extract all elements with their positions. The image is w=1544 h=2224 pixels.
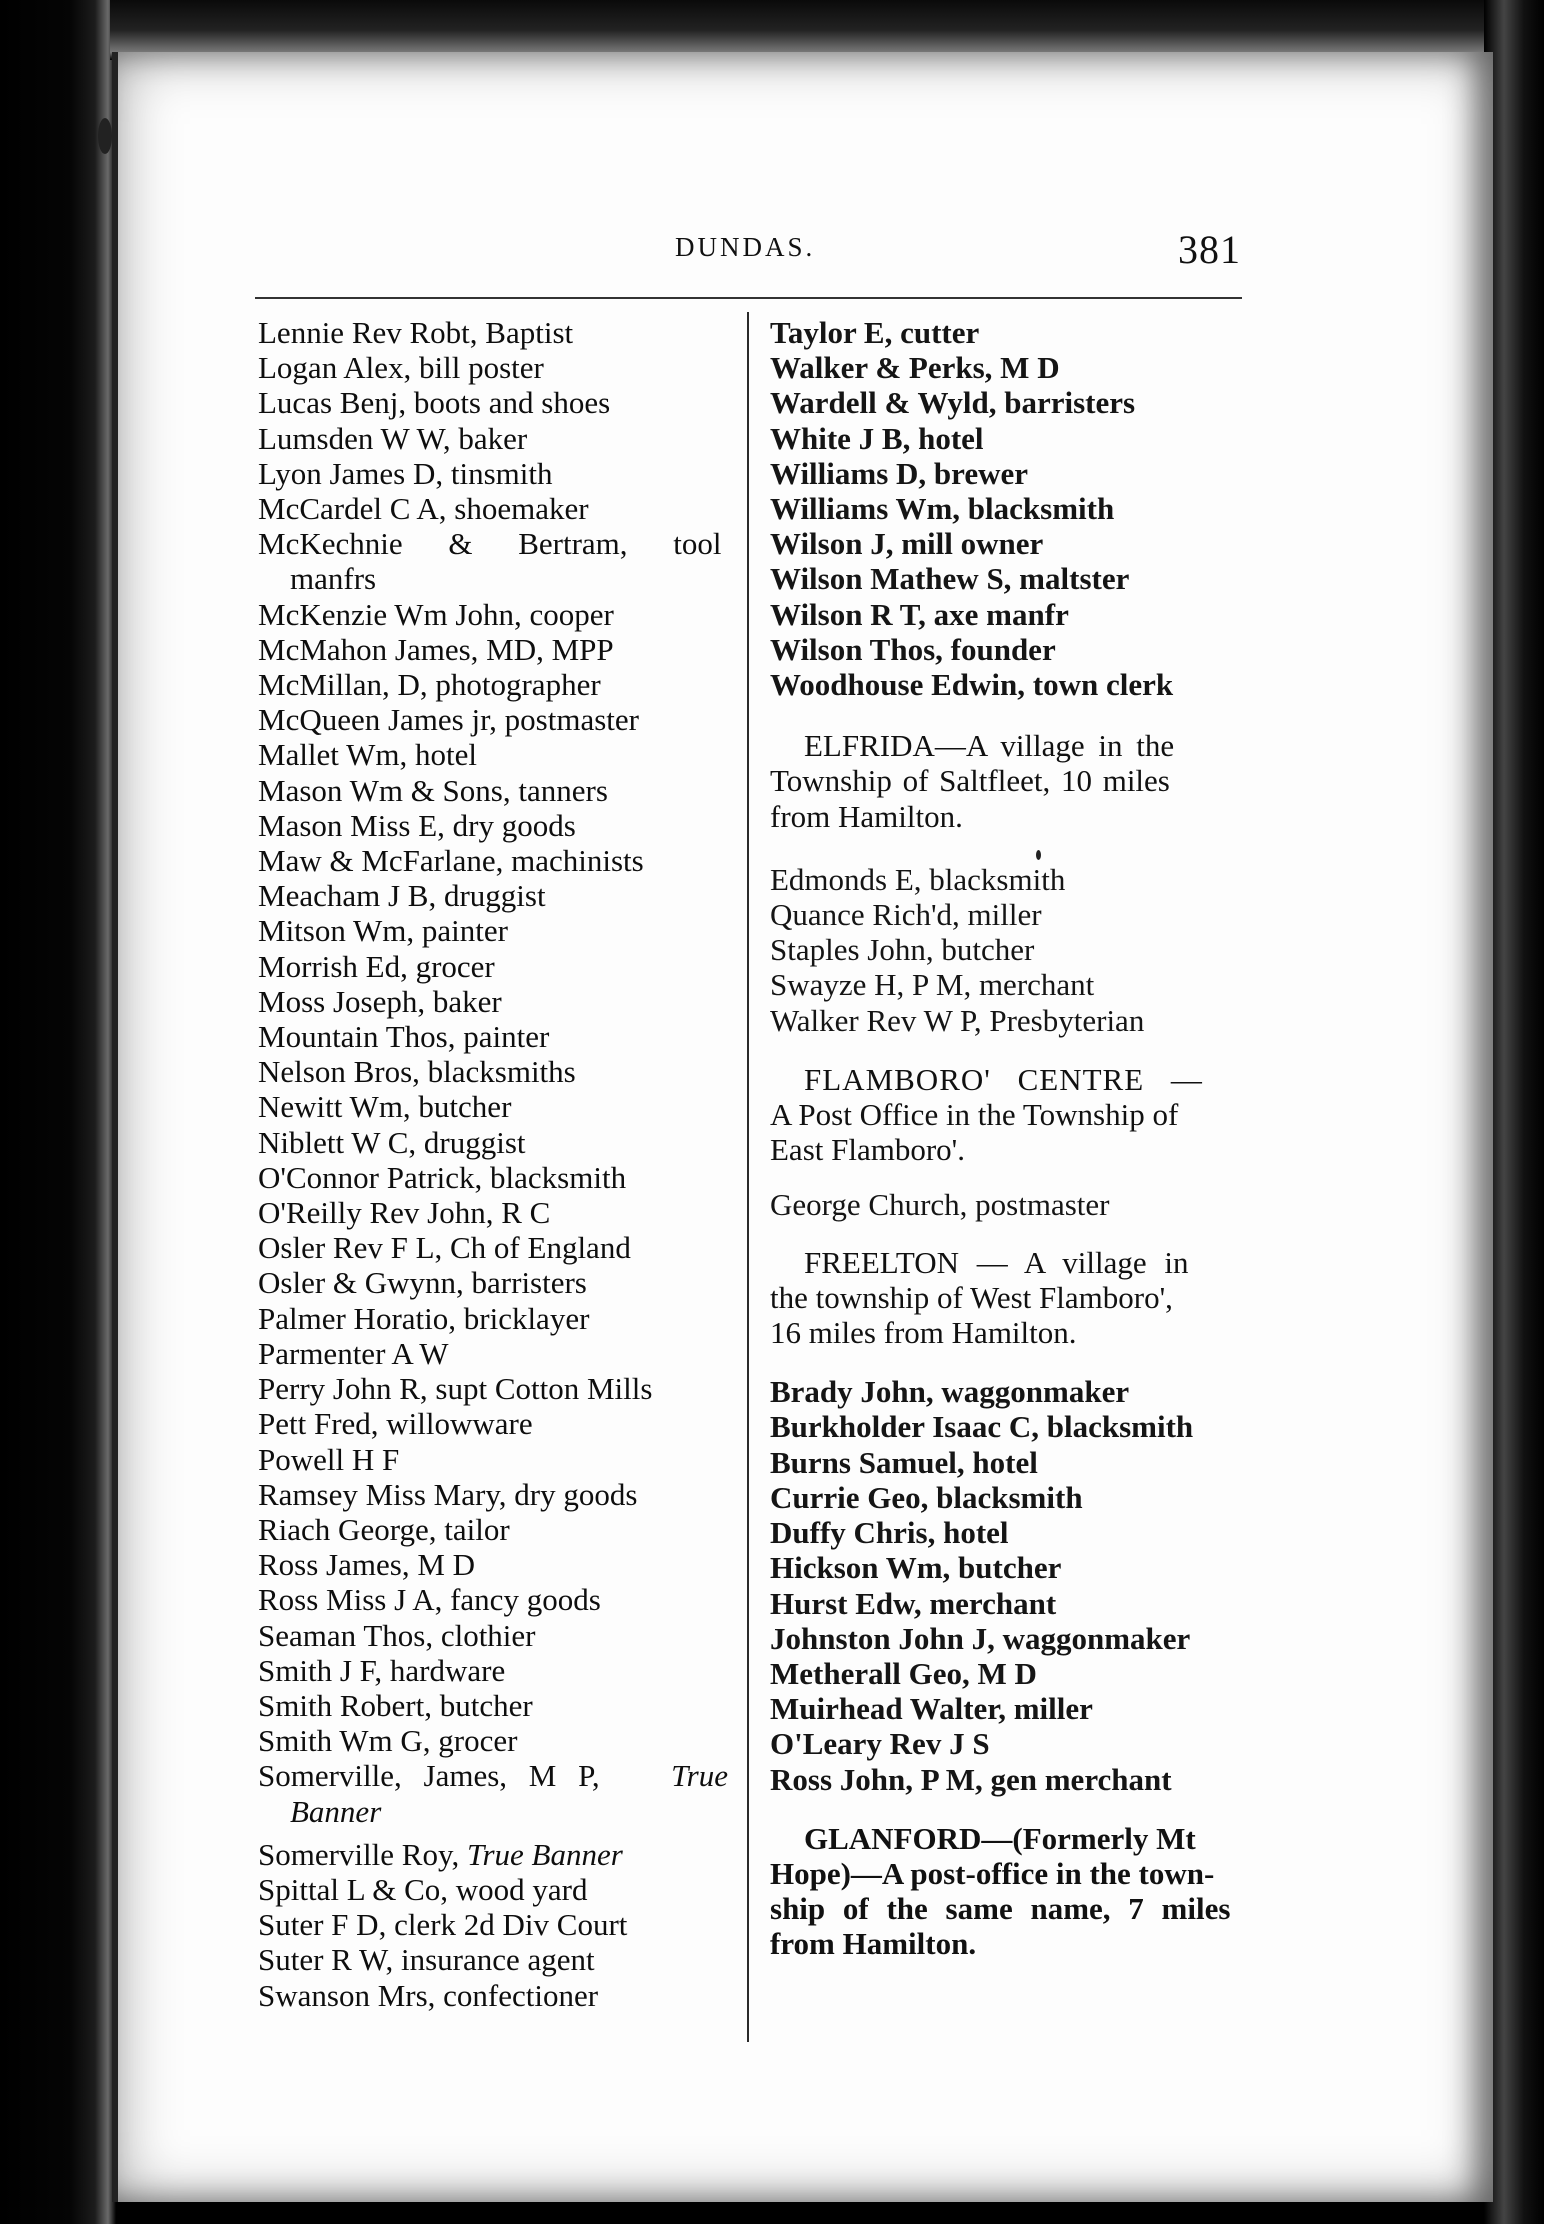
list-item: McCardel C A, shoemaker [258,491,589,527]
list-item: Meacham J B, druggist [258,878,546,914]
list-item: Ross Miss J A, fancy goods [258,1582,601,1618]
spacer [770,1797,1240,1821]
heading-line: A Post Office in the Township of [770,1097,1179,1133]
list-item: Walker & Perks, M D [770,350,1060,386]
section-heading-flamboro [770,1062,1240,1168]
left-column [258,315,728,2013]
list-item: Wilson J, mill owner [770,526,1044,562]
list-item: Moss Joseph, baker [258,983,502,1019]
list-item: McQueen James jr, postmaster [258,702,639,738]
list-item: Mason Wm & Sons, tanners [258,772,608,808]
heading-line: ELFRIDA—A village in the [804,728,1175,764]
list-item: Parmenter A W [258,1335,449,1371]
list-item: Smith Robert, butcher [258,1687,533,1723]
list-item: Seaman Thos, clothier [258,1617,536,1653]
heading-line: from Hamilton. [770,1926,977,1962]
scan-border-right [1484,0,1544,2224]
list-item: Johnston John J, waggonmaker [770,1620,1191,1656]
list-item: Currie Geo, blacksmith [770,1479,1083,1515]
spacer [770,1350,1240,1374]
heading-line: Hope)—A post-office in the town- [770,1855,1215,1891]
list-item: Williams D, brewer [770,455,1029,491]
list-item: Wilson R T, axe manfr [770,596,1069,632]
header-rule [255,297,1242,299]
list-item: Nelson Bros, blacksmiths [258,1054,576,1090]
list-item: Lennie Rev Robt, Baptist [258,315,574,350]
entry-text: Somerville, James, M P, [258,1758,600,1794]
list-item: Edmonds E, blacksmith [770,861,1066,897]
heading-line: ship of the same name, 7 miles [770,1891,1231,1927]
list-item: Burkholder Isaac C, blacksmith [770,1409,1194,1445]
list-item: Mason Miss E, dry goods [258,807,576,843]
heading-line: East Flamboro'. [770,1132,966,1168]
list-item: Wardell & Wyld, barristers [770,385,1136,421]
section-heading-freelton [770,1245,1240,1351]
list-item: Perry John R, supt Cotton Mills [258,1371,653,1407]
list-item: Ramsey Miss Mary, dry goods [258,1476,638,1512]
list-item: Staples John, butcher [770,932,1035,968]
list-item-continuation [258,1794,728,1829]
list-item [258,1758,728,1793]
list-item: Osler & Gwynn, barristers [258,1265,587,1301]
list-item: Lyon James D, tinsmith [258,455,553,491]
heading-line: GLANFORD—(Formerly Mt [804,1820,1196,1856]
list-item: Wilson Mathew S, maltster [770,561,1130,597]
entry-italic: True [671,1758,728,1794]
scan-border-left [0,0,120,2224]
list-item: Palmer Horatio, bricklayer [258,1300,590,1336]
list-item: O'Leary Rev J S [770,1726,990,1762]
list-item: Riach George, tailor [258,1511,510,1547]
list-item: Logan Alex, bill poster [258,350,544,386]
scan-border-top [110,0,1544,60]
list-item: George Church, postmaster [770,1187,1110,1223]
heading-line: the township of West Flamboro', [770,1279,1173,1315]
list-item: McMillan, D, photographer [258,667,601,703]
list-item: Walker Rev W P, Presbyterian [770,1002,1145,1038]
column-divider [747,312,749,2042]
running-head: DUNDAS. [675,232,816,262]
list-item: Mitson Wm, painter [258,913,508,949]
spacer [770,1223,1240,1245]
spacer [770,1038,1240,1062]
list-item: Hurst Edw, merchant [770,1585,1057,1621]
heading-line: 16 miles from Hamilton. [770,1315,1077,1351]
list-item: McKechnie & Bertram, tool [258,526,722,562]
list-item: Duffy Chris, hotel [770,1515,1009,1551]
list-item: Swayze H, P M, merchant [770,967,1095,1003]
list-item: Brady John, waggonmaker [770,1374,1130,1410]
list-item: Smith Wm G, grocer [258,1723,518,1759]
list-item: Spittal L & Co, wood yard [258,1871,588,1907]
heading-line: FREELTON — A village in [804,1244,1189,1280]
list-item: Mallet Wm, hotel [258,737,477,773]
right-column [770,315,1240,1962]
list-item: Smith J F, hardware [258,1652,506,1688]
list-item: Muirhead Walter, miller [770,1691,1093,1727]
list-item: Ross John, P M, gen merchant [770,1761,1172,1797]
section-heading-glanford [770,1821,1240,1962]
list-item: Newitt Wm, butcher [258,1089,512,1125]
list-item: O'Connor Patrick, blacksmith [258,1159,627,1195]
list-item: Swanson Mrs, confectioner [258,1977,599,2013]
heading-line: FLAMBORO' CENTRE — [804,1061,1203,1097]
list-item: Woodhouse Edwin, town clerk [770,667,1174,703]
spacer [258,1829,728,1837]
entry-text: Somerville Roy, [258,1836,460,1872]
list-item: Mountain Thos, painter [258,1019,550,1055]
entry-italic: Banner [290,1793,382,1829]
list-item [258,1837,728,1872]
scan-blemish [98,118,112,154]
list-item: O'Reilly Rev John, R C [258,1195,551,1231]
list-item: Suter R W, insurance agent [258,1942,595,1978]
list-item: Taylor E, cutter [770,315,980,350]
list-item: Lumsden W W, baker [258,420,528,456]
list-item: Osler Rev F L, Ch of England [258,1230,631,1266]
list-item: Powell H F [258,1441,400,1477]
spacer [770,834,1240,862]
list-item: Niblett W C, druggist [258,1124,526,1160]
section-heading-elfrida [770,728,1240,834]
list-item: Wilson Thos, founder [770,631,1056,667]
list-item: White J B, hotel [770,420,984,456]
page-number: 381 [1178,227,1241,272]
list-item: Maw & McFarlane, machinists [258,843,644,879]
list-item: Ross James, M D [258,1547,476,1583]
list-item: Morrish Ed, grocer [258,948,495,984]
list-item: Metherall Geo, M D [770,1655,1037,1691]
heading-line: Township of Saltfleet, 10 miles [770,763,1170,799]
list-item: Suter F D, clerk 2d Div Court [258,1907,628,1943]
list-item: McMahon James, MD, MPP [258,631,614,667]
list-item: Hickson Wm, butcher [770,1550,1062,1586]
heading-line: from Hamilton. [770,798,963,834]
list-item: Lucas Benj, boots and shoes [258,385,611,421]
list-item-continuation: manfrs [290,561,377,597]
spacer [770,702,1240,728]
list-item: Burns Samuel, hotel [770,1444,1038,1480]
list-item: McKenzie Wm John, cooper [258,596,614,632]
spacer [770,1167,1240,1187]
list-item: Quance Rich'd, miller [770,897,1042,933]
list-item: Pett Fred, willowware [258,1406,533,1442]
list-item: Williams Wm, blacksmith [770,491,1115,527]
entry-italic: True Banner [466,1836,623,1872]
